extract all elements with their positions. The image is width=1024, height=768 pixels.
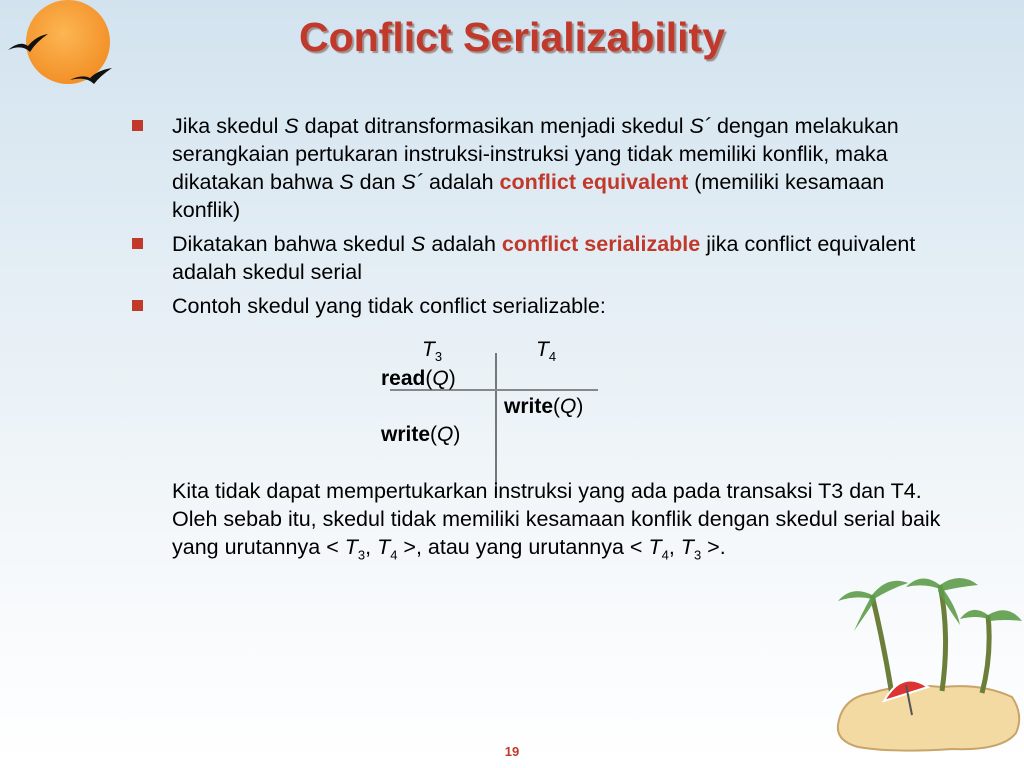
italic-symbol: S´ bbox=[689, 114, 711, 138]
text-segment: dapat ditransformasikan menjadi skedul bbox=[298, 114, 690, 138]
page-number: 19 bbox=[504, 744, 520, 759]
bullet-marker-icon bbox=[132, 300, 143, 311]
bullet-item bbox=[132, 112, 932, 224]
italic-symbol: S bbox=[411, 232, 426, 256]
text-segment: Dikatakan bahwa skedul bbox=[172, 232, 412, 256]
bullet-text bbox=[172, 294, 606, 318]
italic-symbol: S bbox=[339, 170, 354, 194]
schedule-op-write-t3: write(Q) bbox=[381, 423, 461, 446]
bullet-marker-icon bbox=[132, 120, 143, 131]
schedule-divider-vertical bbox=[495, 353, 497, 495]
schedule-op-write-t4: write(Q) bbox=[504, 395, 584, 418]
text-segment: dengan melakukan serangkaian pertukaran instruksi-instruksi yang tidak memiliki konflik, maka dikatakan bahwa bbox=[172, 114, 899, 194]
schedule-op-read: read(Q) bbox=[381, 367, 456, 390]
bullet-text bbox=[172, 114, 899, 222]
bullet-list bbox=[132, 112, 932, 326]
bullet-item bbox=[132, 292, 932, 320]
transaction-header-t4: $T_4$ bbox=[536, 338, 557, 365]
transaction-header-t3: $T_3$ bbox=[422, 338, 443, 365]
tropical-island-icon bbox=[832, 565, 1024, 755]
italic-symbol: S bbox=[284, 114, 299, 138]
highlighted-term: conflict equivalent bbox=[499, 170, 689, 194]
text-segment: dan bbox=[353, 170, 402, 194]
text-segment: Contoh skedul yang tidak conflict serializable: bbox=[172, 294, 606, 318]
bullet-item bbox=[132, 230, 932, 286]
text-segment: Jika skedul bbox=[172, 114, 285, 138]
text-segment: adalah bbox=[423, 170, 500, 194]
bullet-text bbox=[172, 232, 915, 284]
text-segment: (memiliki kesamaan konflik) bbox=[172, 170, 885, 222]
text-segment: jika conflict equivalent adalah skedul serial bbox=[172, 232, 916, 284]
text-segment: adalah bbox=[425, 232, 502, 256]
slide-title: Conflict Serializability bbox=[298, 14, 726, 60]
highlighted-term: conflict serializable bbox=[501, 232, 701, 256]
explanation-paragraph: Kita tidak dapat mempertukarkan instruksi yang ada pada transaksi T3 dan T4. Oleh sebab itu, skedul tidak memiliki kesamaan konflik dengan skedul serial baik yang urutannya < $T_3$, $T_4$ >, atau yang urutannya < $T_4$, $T_3$ >. bbox=[172, 479, 941, 563]
schedule-table bbox=[380, 335, 610, 495]
bullet-marker-icon bbox=[132, 238, 143, 249]
italic-symbol: S´ bbox=[401, 170, 424, 194]
